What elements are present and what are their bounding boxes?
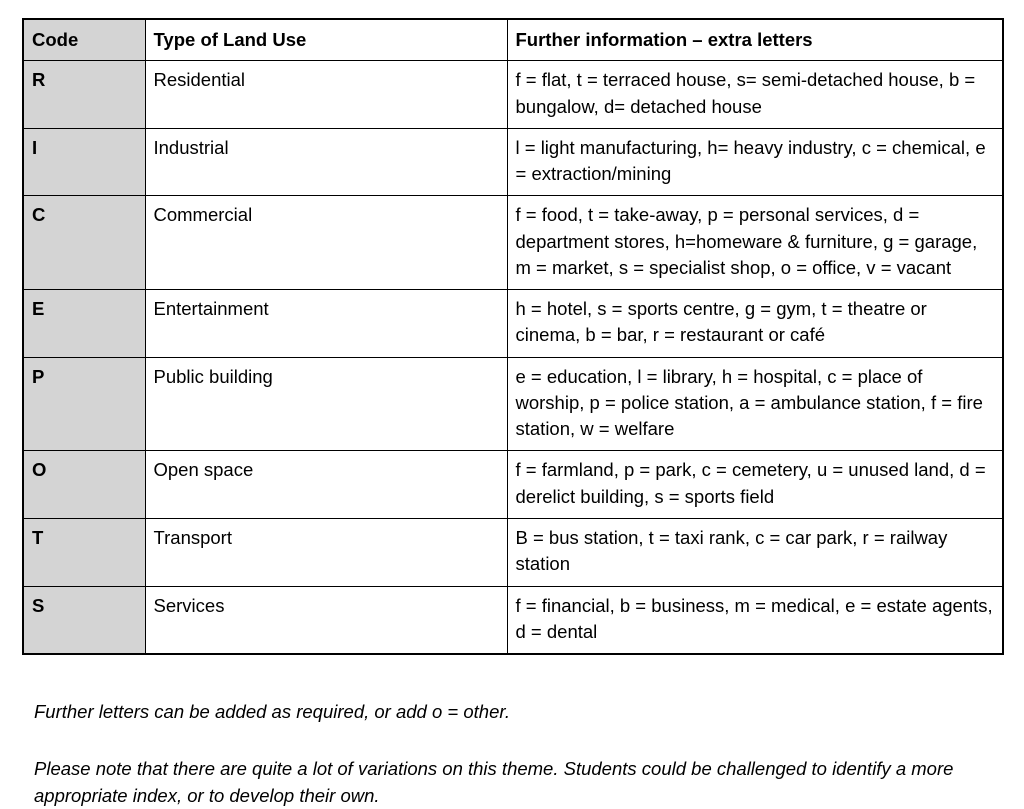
cell-type: Public building — [145, 357, 507, 451]
cell-code: O — [23, 451, 145, 519]
cell-type: Open space — [145, 451, 507, 519]
table-row — [23, 196, 1003, 290]
column-header-info: Further information – extra letters — [507, 19, 1003, 61]
cell-info: f = financial, b = business, m = medical, e = estate agents, d = dental — [507, 586, 1003, 654]
cell-code: E — [23, 290, 145, 358]
table-row — [23, 290, 1003, 358]
cell-type: Entertainment — [145, 290, 507, 358]
cell-code: S — [23, 586, 145, 654]
cell-info: B = bus station, t = taxi rank, c = car park, r = railway station — [507, 518, 1003, 586]
cell-info: l = light manufacturing, h= heavy industry, c = chemical, e = extraction/mining — [507, 128, 1003, 196]
table-row — [23, 451, 1003, 519]
table-header — [23, 19, 1003, 61]
cell-code: I — [23, 128, 145, 196]
cell-info: f = food, t = take-away, p = personal services, d = department stores, h=homeware & furniture, g = garage, m = market, s = specialist shop, o = office, v = vacant — [507, 196, 1003, 290]
cell-type: Residential — [145, 61, 507, 129]
cell-code: P — [23, 357, 145, 451]
land-use-table — [22, 18, 1004, 655]
cell-info: f = flat, t = terraced house, s= semi-detached house, b = bungalow, d= detached house — [507, 61, 1003, 129]
table-header-row — [23, 19, 1003, 61]
cell-code: R — [23, 61, 145, 129]
note-variations: Please note that there are quite a lot of variations on this theme. Students could be challenged to identify a more appropriate index, or to develop their own. — [34, 757, 954, 806]
note-further-letters: Further letters can be added as required, or add o = other. — [34, 701, 510, 723]
table-row — [23, 128, 1003, 196]
cell-code: T — [23, 518, 145, 586]
cell-code: C — [23, 196, 145, 290]
column-header-type: Type of Land Use — [145, 19, 507, 61]
cell-info: f = farmland, p = park, c = cemetery, u = unused land, d = derelict building, s = sports field — [507, 451, 1003, 519]
cell-type: Commercial — [145, 196, 507, 290]
table-row — [23, 518, 1003, 586]
table-row — [23, 586, 1003, 654]
cell-type: Services — [145, 586, 507, 654]
column-header-code: Code — [23, 19, 145, 61]
table-row — [23, 61, 1003, 129]
cell-type: Transport — [145, 518, 507, 586]
notes-section — [22, 699, 1002, 809]
cell-type: Industrial — [145, 128, 507, 196]
cell-info: h = hotel, s = sports centre, g = gym, t = theatre or cinema, b = bar, r = restaurant or café — [507, 290, 1003, 358]
cell-info: e = education, l = library, h = hospital, c = place of worship, p = police station, a = ambulance station, f = fire station, w = welfare — [507, 357, 1003, 451]
table-body — [23, 61, 1003, 654]
table-row — [23, 357, 1003, 451]
